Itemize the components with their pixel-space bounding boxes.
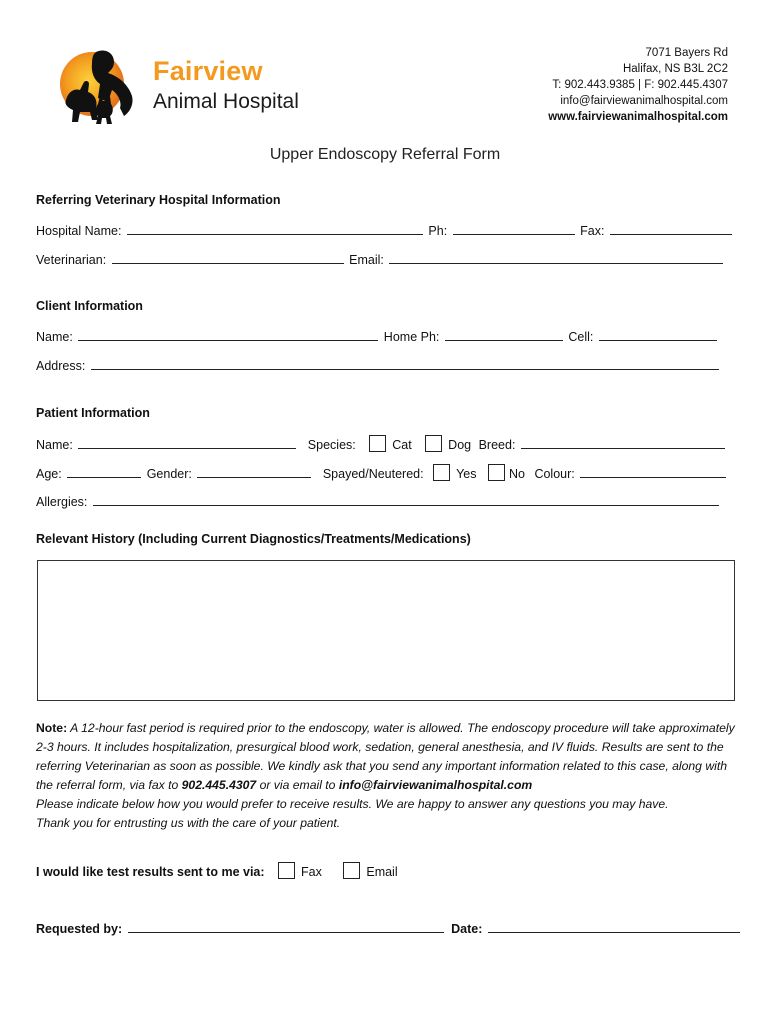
hospital-logo [58,46,328,128]
note-email: info@fairviewanimalhospital.com [338,778,533,792]
history-textarea[interactable] [37,560,735,701]
client-name-field[interactable] [78,329,378,341]
results-email-label: Email [366,865,398,879]
age-label: Age: [36,467,62,481]
client-address-row [36,358,721,373]
hospital-fax-field[interactable] [610,223,732,235]
hospital-row [36,223,734,238]
species-cat-checkbox[interactable] [369,435,386,452]
breed-field[interactable] [521,437,725,449]
veterinarian-field[interactable] [112,252,344,264]
note-fax-number: 902.445.4307 [181,778,257,792]
species-label: Species: [307,438,356,452]
hospital-fax-label: Fax: [580,224,605,238]
address-city: Halifax, NS B3L 2C2 [622,63,728,75]
age-field[interactable] [67,466,141,478]
spayed-no-checkbox[interactable] [488,464,505,481]
no-label: No [508,467,525,481]
hospital-ph-label: Ph: [428,224,448,238]
dog-label: Dog [448,438,472,452]
hospital-ph-field[interactable] [453,223,575,235]
contact-block [548,45,728,125]
brand-subtitle: Animal Hospital [153,90,299,113]
brand-name: Fairview [153,56,263,86]
note-text-1: A 12-hour fast period is required prior to the endoscopy, water is allowed. The endoscopy procedure will take approximately 2-3 hours. It includes hospitalization, presurgical blood work, sedation, general anesthesia, and IV fluids. Results are sent to the referring Veterinarian as soon as possible. We kindly ask that you send any important information related to this case, along with the referral form, via fax to [36,721,735,792]
vet-email-label: Email: [349,253,384,267]
veterinarian-label: Veterinarian: [36,253,107,267]
patient-heading: Patient Information [36,406,150,420]
colour-label: Colour: [534,467,575,481]
note-label: Note: [36,721,68,735]
colour-field[interactable] [580,466,726,478]
requested-by-label: Requested by: [36,922,123,936]
home-ph-field[interactable] [445,329,563,341]
note-text-4: Thank you for entrusting us with the care of your patient. [36,816,341,830]
note-text-3: Please indicate below how you would prefer to receive results. We are happy to answer any questions you may have. [36,797,669,811]
breed-label: Breed: [478,438,516,452]
referring-heading: Referring Veterinary Hospital Information [36,193,281,207]
allergies-row [36,494,721,509]
hospital-name-field[interactable] [127,223,423,235]
results-fax-checkbox[interactable] [278,862,295,879]
logo-animals-icon [58,46,148,128]
allergies-field[interactable] [93,494,719,506]
cell-field[interactable] [599,329,717,341]
client-address-label: Address: [36,359,86,373]
gender-label: Gender: [146,467,192,481]
vet-email-field[interactable] [389,252,723,264]
patient-name-row [36,435,727,452]
results-fax-label: Fax [301,865,322,879]
client-heading: Client Information [36,299,143,313]
client-name-row [36,329,719,344]
patient-name-label: Name: [36,438,73,452]
results-label: I would like test results sent to me via: [36,865,265,879]
form-title: Upper Endoscopy Referral Form [269,146,501,163]
note-paragraph [36,719,736,833]
results-row [36,862,398,879]
home-ph-label: Home Ph: [383,330,440,344]
phone-fax: T: 902.443.9385 | F: 902.445.4307 [552,79,728,91]
yes-label: Yes [456,467,477,481]
date-label: Date: [451,922,483,936]
date-field[interactable] [488,921,740,933]
patient-name-field[interactable] [78,437,296,449]
spayed-label: Spayed/Neutered: [322,467,424,481]
requested-by-field[interactable] [128,921,444,933]
gender-field[interactable] [197,466,311,478]
spayed-yes-checkbox[interactable] [433,464,450,481]
results-email-checkbox[interactable] [343,862,360,879]
history-heading: Relevant History (Including Current Diagnostics/Treatments/Medications) [36,532,471,546]
cat-label: Cat [392,438,412,452]
contact-website: www.fairviewanimalhospital.com [548,111,728,123]
client-address-field[interactable] [91,358,719,370]
species-dog-checkbox[interactable] [425,435,442,452]
contact-email: info@fairviewanimalhospital.com [560,95,728,107]
note-text-2: or via email to [256,778,339,792]
requested-row [36,921,742,936]
address-street: 7071 Bayers Rd [645,47,728,59]
cell-label: Cell: [568,330,594,344]
allergies-label: Allergies: [36,495,88,509]
client-name-label: Name: [36,330,73,344]
patient-age-row [36,464,728,481]
hospital-name-label: Hospital Name: [36,224,122,238]
veterinarian-row [36,252,725,267]
